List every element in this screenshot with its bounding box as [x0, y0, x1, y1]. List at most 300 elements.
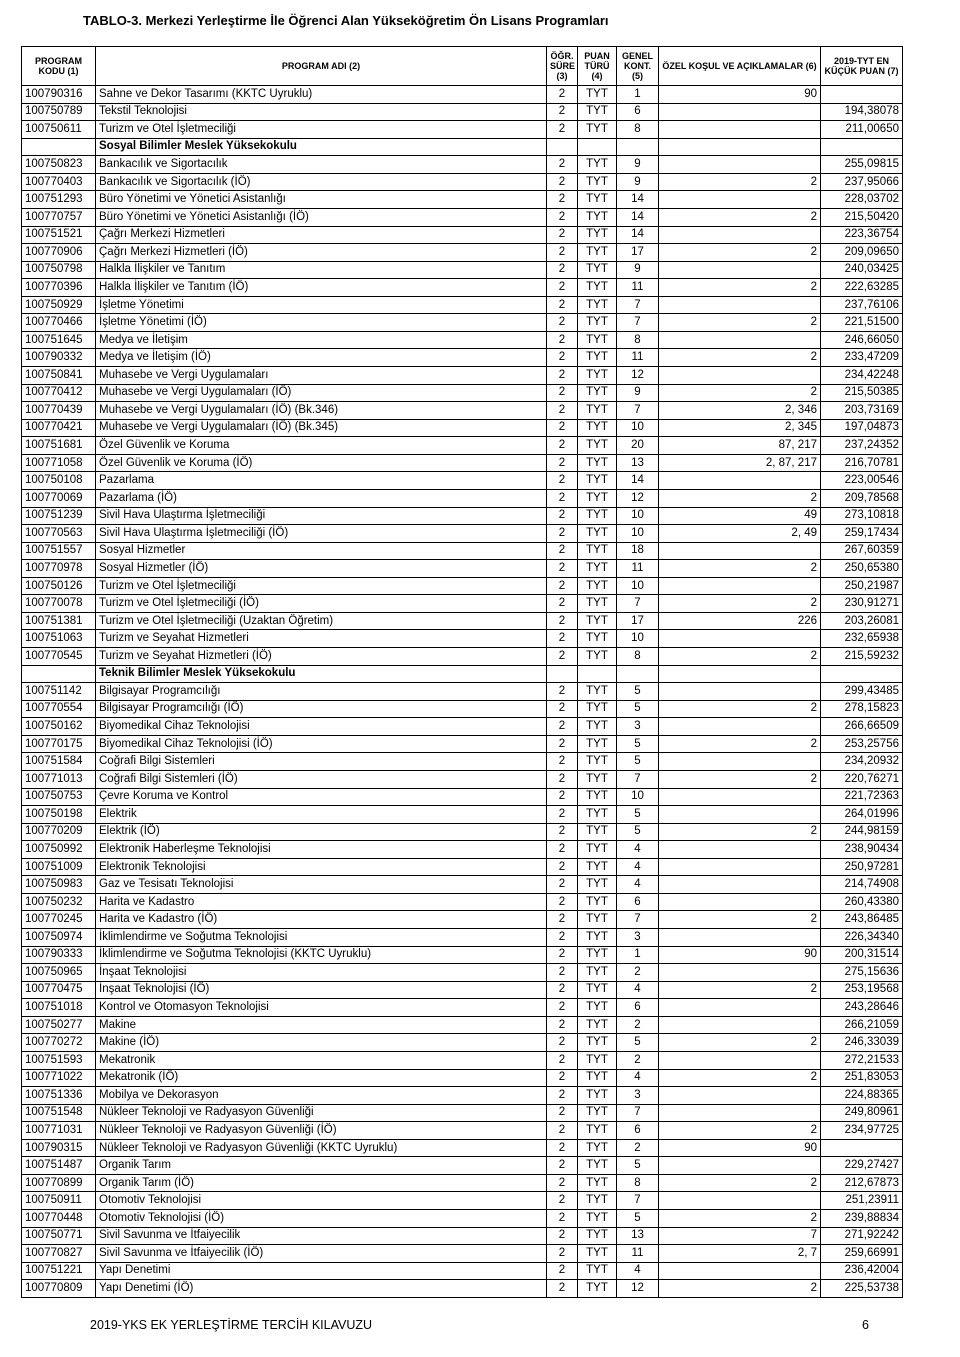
score-type-cell: TYT: [578, 1069, 617, 1087]
conditions-cell: [659, 331, 821, 349]
min-score-cell: 209,09650: [821, 244, 903, 262]
program-name-cell: Elektronik Haberleşme Teknolojisi: [96, 841, 547, 859]
min-score-cell: 194,38078: [821, 103, 903, 121]
program-name-cell: Nükleer Teknoloji ve Radyasyon Güvenliği: [96, 1104, 547, 1122]
score-type-cell: TYT: [578, 103, 617, 121]
program-name-cell: Turizm ve Otel İşletmeciliği (Uzaktan Öğretim): [96, 612, 547, 630]
program-name-cell: Kontrol ve Otomasyon Teknolojisi: [96, 999, 547, 1017]
program-name-cell: Harita ve Kadastro (İÖ): [96, 911, 547, 929]
program-code-cell: 100771058: [22, 454, 96, 472]
table-row: [22, 929, 903, 947]
quota-cell: 6: [617, 893, 659, 911]
conditions-cell: 2: [659, 1280, 821, 1298]
score-type-cell: TYT: [578, 208, 617, 226]
min-score-cell: 233,47209: [821, 349, 903, 367]
table-row: [22, 1051, 903, 1069]
header-min-score: 2019-TYT EN KÜÇÜK PUAN (7): [821, 47, 903, 86]
quota-cell: 13: [617, 454, 659, 472]
table-row: [22, 823, 903, 841]
conditions-cell: [659, 753, 821, 771]
duration-cell: 2: [547, 1104, 578, 1122]
table-row: [22, 542, 903, 560]
min-score-cell: 250,21987: [821, 577, 903, 595]
duration-cell: 2: [547, 384, 578, 402]
score-type-cell: TYT: [578, 367, 617, 385]
table-row: [22, 612, 903, 630]
conditions-cell: [659, 876, 821, 894]
min-score-cell: 237,95066: [821, 173, 903, 191]
score-type-cell: TYT: [578, 121, 617, 139]
program-code-cell: 100770209: [22, 823, 96, 841]
quota-cell: 8: [617, 648, 659, 666]
program-code-cell: 100751681: [22, 437, 96, 455]
quota-cell: [617, 665, 659, 683]
quota-cell: 9: [617, 173, 659, 191]
quota-cell: 3: [617, 1087, 659, 1105]
min-score-cell: 222,63285: [821, 279, 903, 297]
min-score-cell: 237,76106: [821, 296, 903, 314]
table-row: [22, 437, 903, 455]
duration-cell: 2: [547, 718, 578, 736]
table-row: [22, 560, 903, 578]
min-score-cell: 224,88365: [821, 1087, 903, 1105]
program-code-cell: 100751336: [22, 1087, 96, 1105]
table-row: [22, 1280, 903, 1298]
quota-cell: 4: [617, 858, 659, 876]
score-type-cell: TYT: [578, 1051, 617, 1069]
quota-cell: 8: [617, 121, 659, 139]
min-score-cell: [821, 138, 903, 156]
duration-cell: 2: [547, 244, 578, 262]
table-row: [22, 1262, 903, 1280]
section-title: Sosyal Bilimler Meslek Yüksekokulu: [96, 138, 547, 156]
quota-cell: 4: [617, 876, 659, 894]
duration-cell: 2: [547, 402, 578, 420]
score-type-cell: TYT: [578, 735, 617, 753]
conditions-cell: 2: [659, 770, 821, 788]
conditions-cell: [659, 858, 821, 876]
score-type-cell: TYT: [578, 1262, 617, 1280]
conditions-cell: [659, 718, 821, 736]
min-score-cell: 271,92242: [821, 1227, 903, 1245]
header-program-code: PROGRAM KODU (1): [22, 47, 96, 86]
table-row: [22, 1174, 903, 1192]
conditions-cell: [659, 1016, 821, 1034]
min-score-cell: 243,86485: [821, 911, 903, 929]
program-code-cell: 100751548: [22, 1104, 96, 1122]
duration-cell: 2: [547, 472, 578, 490]
program-name-cell: Çevre Koruma ve Kontrol: [96, 788, 547, 806]
program-code-cell: 100751381: [22, 612, 96, 630]
duration-cell: 2: [547, 683, 578, 701]
score-type-cell: TYT: [578, 841, 617, 859]
conditions-cell: [659, 121, 821, 139]
program-name-cell: Sahne ve Dekor Tasarımı (KKTC Uyruklu): [96, 86, 547, 104]
duration-cell: 2: [547, 595, 578, 613]
score-type-cell: TYT: [578, 489, 617, 507]
score-type-cell: TYT: [578, 1245, 617, 1263]
conditions-cell: [659, 665, 821, 683]
program-name-cell: Sivil Savunma ve İtfaiyecilik (İÖ): [96, 1245, 547, 1263]
duration-cell: 2: [547, 489, 578, 507]
program-name-cell: Halkla İlişkiler ve Tanıtım: [96, 261, 547, 279]
program-name-cell: Turizm ve Otel İşletmeciliği (İÖ): [96, 595, 547, 613]
min-score-cell: 275,15636: [821, 964, 903, 982]
program-name-cell: Sivil Savunma ve İtfaiyecilik: [96, 1227, 547, 1245]
duration-cell: 2: [547, 1051, 578, 1069]
conditions-cell: 2: [659, 1122, 821, 1140]
program-name-cell: İnşaat Teknolojisi: [96, 964, 547, 982]
min-score-cell: [821, 86, 903, 104]
program-code-cell: 100751645: [22, 331, 96, 349]
table-header-row: [22, 47, 903, 86]
conditions-cell: 2: [659, 208, 821, 226]
duration-cell: 2: [547, 1087, 578, 1105]
table-row: [22, 173, 903, 191]
min-score-cell: 228,03702: [821, 191, 903, 209]
conditions-cell: 2: [659, 279, 821, 297]
table-row: [22, 261, 903, 279]
duration-cell: 2: [547, 1262, 578, 1280]
min-score-cell: 251,83053: [821, 1069, 903, 1087]
program-name-cell: Muhasebe ve Vergi Uygulamaları (İÖ): [96, 384, 547, 402]
duration-cell: 2: [547, 86, 578, 104]
quota-cell: 10: [617, 788, 659, 806]
program-name-cell: Coğrafi Bilgi Sistemleri: [96, 753, 547, 771]
score-type-cell: TYT: [578, 296, 617, 314]
min-score-cell: 215,50385: [821, 384, 903, 402]
quota-cell: 1: [617, 946, 659, 964]
score-type-cell: TYT: [578, 226, 617, 244]
program-name-cell: Pazarlama (İÖ): [96, 489, 547, 507]
table-row: [22, 999, 903, 1017]
min-score-cell: 221,72363: [821, 788, 903, 806]
program-code-cell: 100770412: [22, 384, 96, 402]
duration-cell: 2: [547, 999, 578, 1017]
program-code-cell: 100770403: [22, 173, 96, 191]
duration-cell: 2: [547, 279, 578, 297]
table-row: [22, 806, 903, 824]
conditions-cell: 2, 87, 217: [659, 454, 821, 472]
table-row: [22, 1122, 903, 1140]
quota-cell: 5: [617, 753, 659, 771]
table-row: [22, 121, 903, 139]
duration-cell: 2: [547, 1069, 578, 1087]
score-type-cell: TYT: [578, 384, 617, 402]
min-score-cell: 234,97725: [821, 1122, 903, 1140]
table-row: [22, 841, 903, 859]
min-score-cell: 239,88834: [821, 1210, 903, 1228]
min-score-cell: 250,97281: [821, 858, 903, 876]
min-score-cell: 278,15823: [821, 700, 903, 718]
conditions-cell: 2, 346: [659, 402, 821, 420]
quota-cell: 2: [617, 1051, 659, 1069]
program-code-cell: 100770827: [22, 1245, 96, 1263]
table-row: [22, 718, 903, 736]
duration-cell: 2: [547, 1016, 578, 1034]
score-type-cell: TYT: [578, 1174, 617, 1192]
min-score-cell: 253,19568: [821, 981, 903, 999]
table-row: [22, 1139, 903, 1157]
table-row: [22, 296, 903, 314]
score-type-cell: TYT: [578, 718, 617, 736]
score-type-cell: TYT: [578, 1210, 617, 1228]
program-name-cell: Nükleer Teknoloji ve Radyasyon Güvenliği (İÖ): [96, 1122, 547, 1140]
quota-cell: 12: [617, 367, 659, 385]
min-score-cell: 234,42248: [821, 367, 903, 385]
program-code-cell: 100751584: [22, 753, 96, 771]
quota-cell: 9: [617, 261, 659, 279]
conditions-cell: [659, 103, 821, 121]
program-code-cell: 100770396: [22, 279, 96, 297]
program-code-cell: 100790332: [22, 349, 96, 367]
score-type-cell: TYT: [578, 577, 617, 595]
conditions-cell: [659, 472, 821, 490]
duration-cell: 2: [547, 929, 578, 947]
table-row: [22, 735, 903, 753]
program-code-cell: 100750789: [22, 103, 96, 121]
min-score-cell: 209,78568: [821, 489, 903, 507]
score-type-cell: TYT: [578, 173, 617, 191]
duration-cell: 2: [547, 208, 578, 226]
quota-cell: 5: [617, 700, 659, 718]
duration-cell: 2: [547, 121, 578, 139]
min-score-cell: 223,36754: [821, 226, 903, 244]
min-score-cell: 259,66991: [821, 1245, 903, 1263]
program-code-cell: 100770563: [22, 525, 96, 543]
score-type-cell: TYT: [578, 929, 617, 947]
conditions-cell: 2: [659, 981, 821, 999]
duration-cell: 2: [547, 1227, 578, 1245]
quota-cell: 13: [617, 1227, 659, 1245]
quota-cell: 7: [617, 770, 659, 788]
duration-cell: 2: [547, 454, 578, 472]
program-name-cell: Turizm ve Otel İşletmeciliği: [96, 121, 547, 139]
program-code-cell: 100751063: [22, 630, 96, 648]
conditions-cell: [659, 1262, 821, 1280]
program-name-cell: Elektrik (İÖ): [96, 823, 547, 841]
min-score-cell: 215,50420: [821, 208, 903, 226]
min-score-cell: 264,01996: [821, 806, 903, 824]
duration-cell: 2: [547, 542, 578, 560]
score-type-cell: TYT: [578, 191, 617, 209]
program-code-cell: 100750929: [22, 296, 96, 314]
min-score-cell: 246,66050: [821, 331, 903, 349]
conditions-cell: 226: [659, 612, 821, 630]
min-score-cell: 249,80961: [821, 1104, 903, 1122]
table-row: [22, 244, 903, 262]
program-name-cell: Sivil Hava Ulaştırma İşletmeciliği: [96, 507, 547, 525]
duration-cell: 2: [547, 1245, 578, 1263]
min-score-cell: 243,28646: [821, 999, 903, 1017]
table-row: [22, 946, 903, 964]
conditions-cell: 2: [659, 911, 821, 929]
conditions-cell: [659, 226, 821, 244]
table-row: [22, 1104, 903, 1122]
min-score-cell: 223,00546: [821, 472, 903, 490]
quota-cell: 11: [617, 279, 659, 297]
min-score-cell: 238,90434: [821, 841, 903, 859]
quota-cell: 5: [617, 1034, 659, 1052]
min-score-cell: 215,59232: [821, 648, 903, 666]
duration-cell: 2: [547, 946, 578, 964]
table-row: [22, 367, 903, 385]
quota-cell: 7: [617, 314, 659, 332]
duration-cell: [547, 665, 578, 683]
score-type-cell: TYT: [578, 630, 617, 648]
min-score-cell: 253,25756: [821, 735, 903, 753]
quota-cell: 17: [617, 612, 659, 630]
conditions-cell: [659, 788, 821, 806]
conditions-cell: 2: [659, 1069, 821, 1087]
quota-cell: 10: [617, 419, 659, 437]
conditions-cell: [659, 1087, 821, 1105]
conditions-cell: 7: [659, 1227, 821, 1245]
conditions-cell: 2: [659, 1210, 821, 1228]
score-type-cell: TYT: [578, 1087, 617, 1105]
program-code-cell: 100770809: [22, 1280, 96, 1298]
quota-cell: 5: [617, 683, 659, 701]
header-quota: GENEL KONT. (5): [617, 47, 659, 86]
score-type-cell: TYT: [578, 542, 617, 560]
duration-cell: 2: [547, 367, 578, 385]
conditions-cell: [659, 261, 821, 279]
score-type-cell: TYT: [578, 244, 617, 262]
score-type-cell: TYT: [578, 683, 617, 701]
table-row: [22, 525, 903, 543]
score-type-cell: TYT: [578, 419, 617, 437]
quota-cell: 10: [617, 507, 659, 525]
quota-cell: 8: [617, 331, 659, 349]
duration-cell: 2: [547, 1210, 578, 1228]
score-type-cell: TYT: [578, 472, 617, 490]
min-score-cell: 234,20932: [821, 753, 903, 771]
program-code-cell: 100770069: [22, 489, 96, 507]
program-code-cell: 100750108: [22, 472, 96, 490]
program-name-cell: Gaz ve Tesisatı Teknolojisi: [96, 876, 547, 894]
program-code-cell: [22, 138, 96, 156]
score-type-cell: TYT: [578, 1122, 617, 1140]
duration-cell: 2: [547, 173, 578, 191]
min-score-cell: 226,34340: [821, 929, 903, 947]
score-type-cell: TYT: [578, 560, 617, 578]
quota-cell: 2: [617, 1016, 659, 1034]
duration-cell: 2: [547, 1122, 578, 1140]
program-name-cell: Organik Tarım: [96, 1157, 547, 1175]
duration-cell: 2: [547, 296, 578, 314]
conditions-cell: [659, 138, 821, 156]
min-score-cell: 236,42004: [821, 1262, 903, 1280]
conditions-cell: [659, 1104, 821, 1122]
conditions-cell: [659, 630, 821, 648]
score-type-cell: TYT: [578, 806, 617, 824]
program-code-cell: 100750126: [22, 577, 96, 595]
quota-cell: 4: [617, 981, 659, 999]
quota-cell: 10: [617, 525, 659, 543]
conditions-cell: [659, 367, 821, 385]
min-score-cell: 260,43380: [821, 893, 903, 911]
header-score-type: PUAN TÜRÜ (4): [578, 47, 617, 86]
program-code-cell: 100750823: [22, 156, 96, 174]
duration-cell: 2: [547, 1157, 578, 1175]
min-score-cell: 259,17434: [821, 525, 903, 543]
duration-cell: 2: [547, 1192, 578, 1210]
score-type-cell: TYT: [578, 981, 617, 999]
table-row: [22, 911, 903, 929]
program-code-cell: 100770245: [22, 911, 96, 929]
quota-cell: 9: [617, 156, 659, 174]
program-code-cell: 100770978: [22, 560, 96, 578]
quota-cell: 7: [617, 296, 659, 314]
quota-cell: 9: [617, 384, 659, 402]
quota-cell: 11: [617, 349, 659, 367]
score-type-cell: TYT: [578, 1192, 617, 1210]
table-row: [22, 876, 903, 894]
program-code-cell: [22, 665, 96, 683]
program-name-cell: Çağrı Merkezi Hizmetleri: [96, 226, 547, 244]
program-name-cell: Pazarlama: [96, 472, 547, 490]
quota-cell: 5: [617, 1157, 659, 1175]
program-code-cell: 100770078: [22, 595, 96, 613]
conditions-cell: 2: [659, 173, 821, 191]
conditions-cell: 49: [659, 507, 821, 525]
quota-cell: 8: [617, 1174, 659, 1192]
table-row: [22, 630, 903, 648]
conditions-cell: 2, 49: [659, 525, 821, 543]
program-name-cell: İşletme Yönetimi: [96, 296, 547, 314]
score-type-cell: TYT: [578, 648, 617, 666]
min-score-cell: [821, 1139, 903, 1157]
min-score-cell: 221,51500: [821, 314, 903, 332]
footer-guide-title: 2019-YKS EK YERLEŞTİRME TERCİH KILAVUZU: [90, 1318, 373, 1332]
score-type-cell: TYT: [578, 349, 617, 367]
program-name-cell: Organik Tarım (İÖ): [96, 1174, 547, 1192]
quota-cell: 7: [617, 595, 659, 613]
min-score-cell: 273,10818: [821, 507, 903, 525]
score-type-cell: TYT: [578, 911, 617, 929]
quota-cell: 11: [617, 560, 659, 578]
min-score-cell: 244,98159: [821, 823, 903, 841]
duration-cell: 2: [547, 1174, 578, 1192]
program-name-cell: Halkla İlişkiler ve Tanıtım (İÖ): [96, 279, 547, 297]
score-type-cell: TYT: [578, 279, 617, 297]
quota-cell: 10: [617, 577, 659, 595]
table-row: [22, 86, 903, 104]
program-name-cell: Muhasebe ve Vergi Uygulamaları (İÖ) (Bk.345): [96, 419, 547, 437]
conditions-cell: [659, 296, 821, 314]
duration-cell: 2: [547, 735, 578, 753]
duration-cell: 2: [547, 419, 578, 437]
program-name-cell: Turizm ve Seyahat Hizmetleri: [96, 630, 547, 648]
conditions-cell: 87, 217: [659, 437, 821, 455]
min-score-cell: 203,26081: [821, 612, 903, 630]
program-code-cell: 100750992: [22, 841, 96, 859]
program-code-cell: 100751142: [22, 683, 96, 701]
duration-cell: 2: [547, 876, 578, 894]
table-row: [22, 788, 903, 806]
section-row: [22, 138, 903, 156]
min-score-cell: 214,74908: [821, 876, 903, 894]
program-name-cell: Muhasebe ve Vergi Uygulamaları: [96, 367, 547, 385]
duration-cell: [547, 138, 578, 156]
program-name-cell: Nükleer Teknoloji ve Radyasyon Güvenliği (KKTC Uyruklu): [96, 1139, 547, 1157]
table-row: [22, 208, 903, 226]
conditions-cell: 2: [659, 595, 821, 613]
duration-cell: 2: [547, 612, 578, 630]
table-row: [22, 349, 903, 367]
score-type-cell: TYT: [578, 156, 617, 174]
program-code-cell: 100750771: [22, 1227, 96, 1245]
